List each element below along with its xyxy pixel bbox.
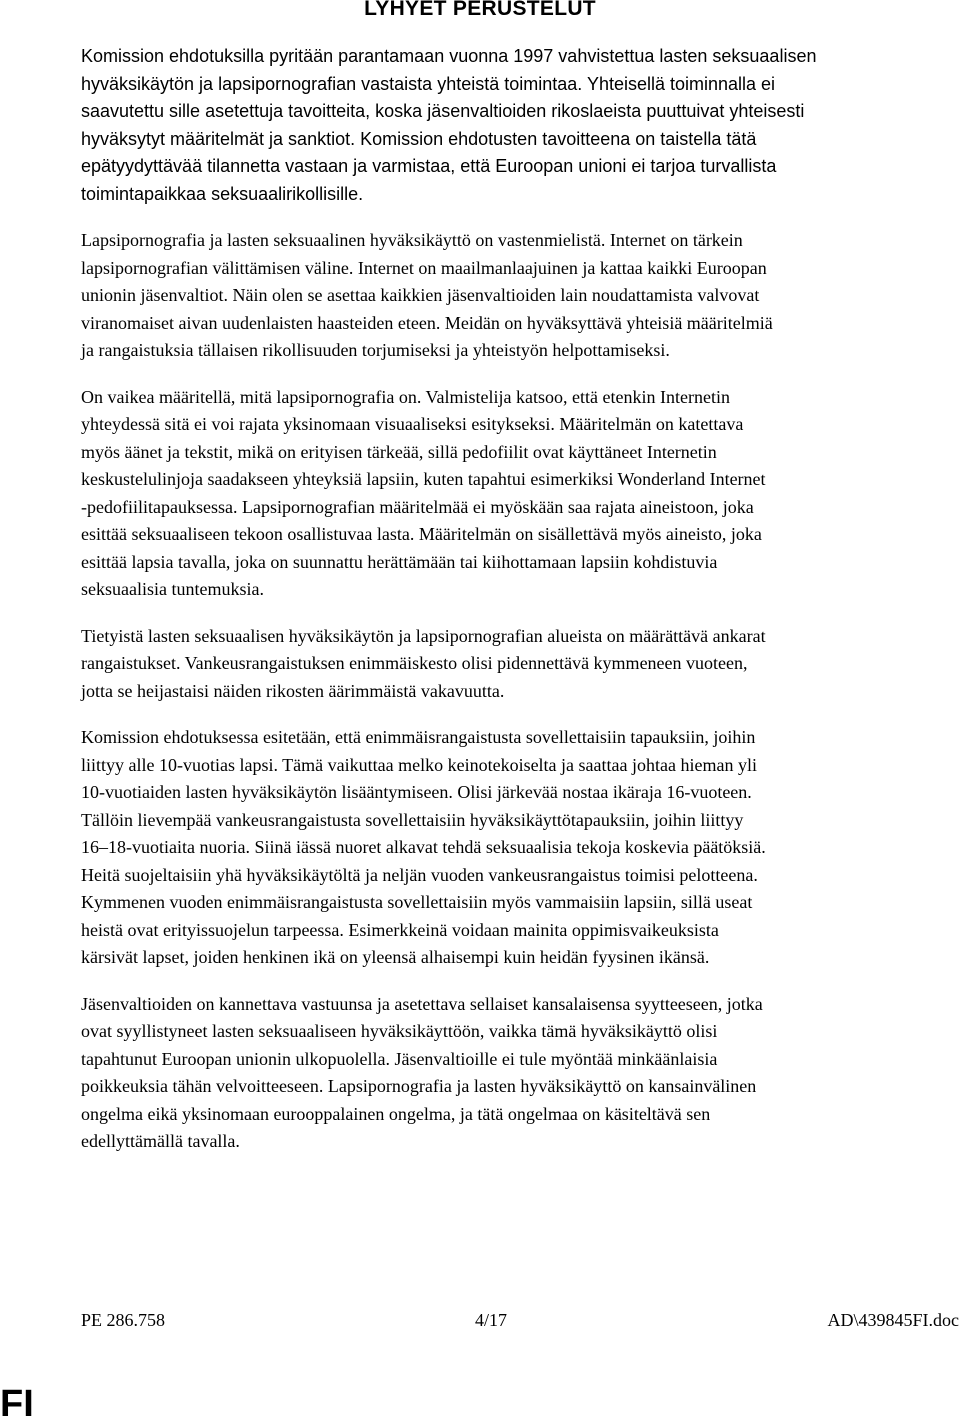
document-body: [81, 43, 960, 1175]
footer-document-id: AD\439845FI.doc: [827, 1310, 959, 1330]
page-footer: [81, 1307, 959, 1333]
footer-reference: PE 286.758: [81, 1310, 166, 1330]
paragraph-4: Tietyistä lasten seksuaalisen hyväksikäytön ja lapsipornografian alueista on määrättävä ankarat rangaistukset. Vankeusrangaistuksen enimmäiskesto olisi pidennettävä kymmeneen vuoteen, jotta se heijastaisi näiden rikosten äärimmäistä vakavuutta.: [81, 625, 766, 701]
paragraph-3: On vaikea määritellä, mitä lapsipornografia on. Valmistelija katsoo, että etenkin Internetin yhteydessä sitä ei voi rajata yksinomaan visuaaliseksi esitykseksi. Määritelmän on katettava myös äänet ja tekstit, mikä on erityisen tärkeää, sillä pedofiilit ovat käyttäneet Internetin keskustelulinjoja saadakseen yhteyksiä lapsiin, kuten tapahtui esimerkiksi Wonderland Internet -pedofiilitapauksessa. Lapsipornografian määritelmää ei myöskään saa rajata aineistoon, joka esittää seksuaaliseen tekoon osallistuvaa lasta. Määritelmän on sisällettävä myös aineisto, joka esittää lapsia tavalla, joka on suunnattu herättämään tai kiihottamaan lapsiin kohdistuvia seksuaalisia tuntemuksia.: [81, 386, 766, 599]
paragraph-5: Komission ehdotuksessa esitetään, että enimmäisrangaistusta sovellettaisiin tapauksiin, joihin liittyy alle 10-vuotias lapsi. Tämä vaikuttaa melko keinotekoiselta ja saattaa johtaa hieman yli 10-vuotiaiden lasten hyväksikäytön lisääntymiseen. Olisi järkevää nostaa ikäraja 16-vuoteen. Tällöin lievempää vankeusrangaistusta sovellettaisiin hyväksikäyttötapauksiin, joihin liittyy 16–18-vuotiaita nuoria. Siinä iässä nuoret alkavat tehdä seksuaalisia tekoja koskevia päätöksiä. Heitä suojeltaisiin yhä hyväksikäytöltä ja neljän vuoden vankeusrangaistus toimisi pelotteena. Kymmenen vuoden enimmäisrangaistusta sovellettaisiin myös vammaisiin lapsiin, sillä useat heistä ovat erityissuojelun tarpeessa. Esimerkkeinä voidaan mainita oppimisvaikeuksista kärsivät lapset, joiden henkinen ikä on yleensä alhaisempi kuin heidän fyysinen ikänsä.: [81, 727, 766, 967]
footer-page-number: 4/17: [475, 1310, 508, 1330]
paragraph-6: Jäsenvaltioiden on kannettava vastuunsa ja asetettava sellaiset kansalaisensa syytteeseen, jotka ovat syyllistyneet lasten seksuaaliseen hyväksikäyttöön, vaikka tämä hyväksikäyttö olisi tapahtunut Euroopan unionin ulkopuolella. Jäsenvaltioille ei tule myöntää minkäänlaisia poikkeuksia tähän velvoitteeseen. Lapsipornografia ja lasten hyväksikäyttö on kansainvälinen ongelma eikä yksinomaan eurooppalainen ongelma, ja tätä ongelmaa on käsiteltävä sen edellyttämällä tavalla.: [81, 993, 763, 1151]
paragraph-2: Lapsipornografia ja lasten seksuaalinen hyväksikäyttö on vastenmielistä. Internet on tärkein lapsipornografian välittämisen väline. Internet on maailmanlaajuinen ja kattaa kaikki Euroopan unionin jäsenvaltiot. Näin olen se asettaa kaikkien jäsenvaltioiden lain noudattamista valvovat viranomaiset aivan uudenlaisten haasteiden eteen. Meidän on hyväksyttävä yhteisiä määritelmiä ja rangaistuksia tällaisen rikollisuuden torjumiseksi ja yhteistyön helpottamiseksi.: [81, 230, 773, 360]
paragraph-1: Komission ehdotuksilla pyritään parantamaan vuonna 1997 vahvistettua lasten seksuaalisen hyväksikäytön ja lapsipornografian vastaista yhteistä toimintaa. Yhteisellä toiminnalla ei saavutettu sille asetettuja tavoitteita, koska jäsenvaltioiden rikoslaeista puuttuivat yhteisesti hyväksytyt määritelmät ja sanktiot. Komission ehdotusten tavoitteena on taistella tätä epätyydyttävää tilannetta vastaan ja varmistaa, että Euroopan unioni ei tarjoa turvallista toimintapaikkaa seksuaalirikollisille.: [81, 46, 817, 204]
language-tag: FI: [0, 1383, 34, 1425]
section-heading: LYHYET PERUSTELUT: [364, 0, 596, 20]
